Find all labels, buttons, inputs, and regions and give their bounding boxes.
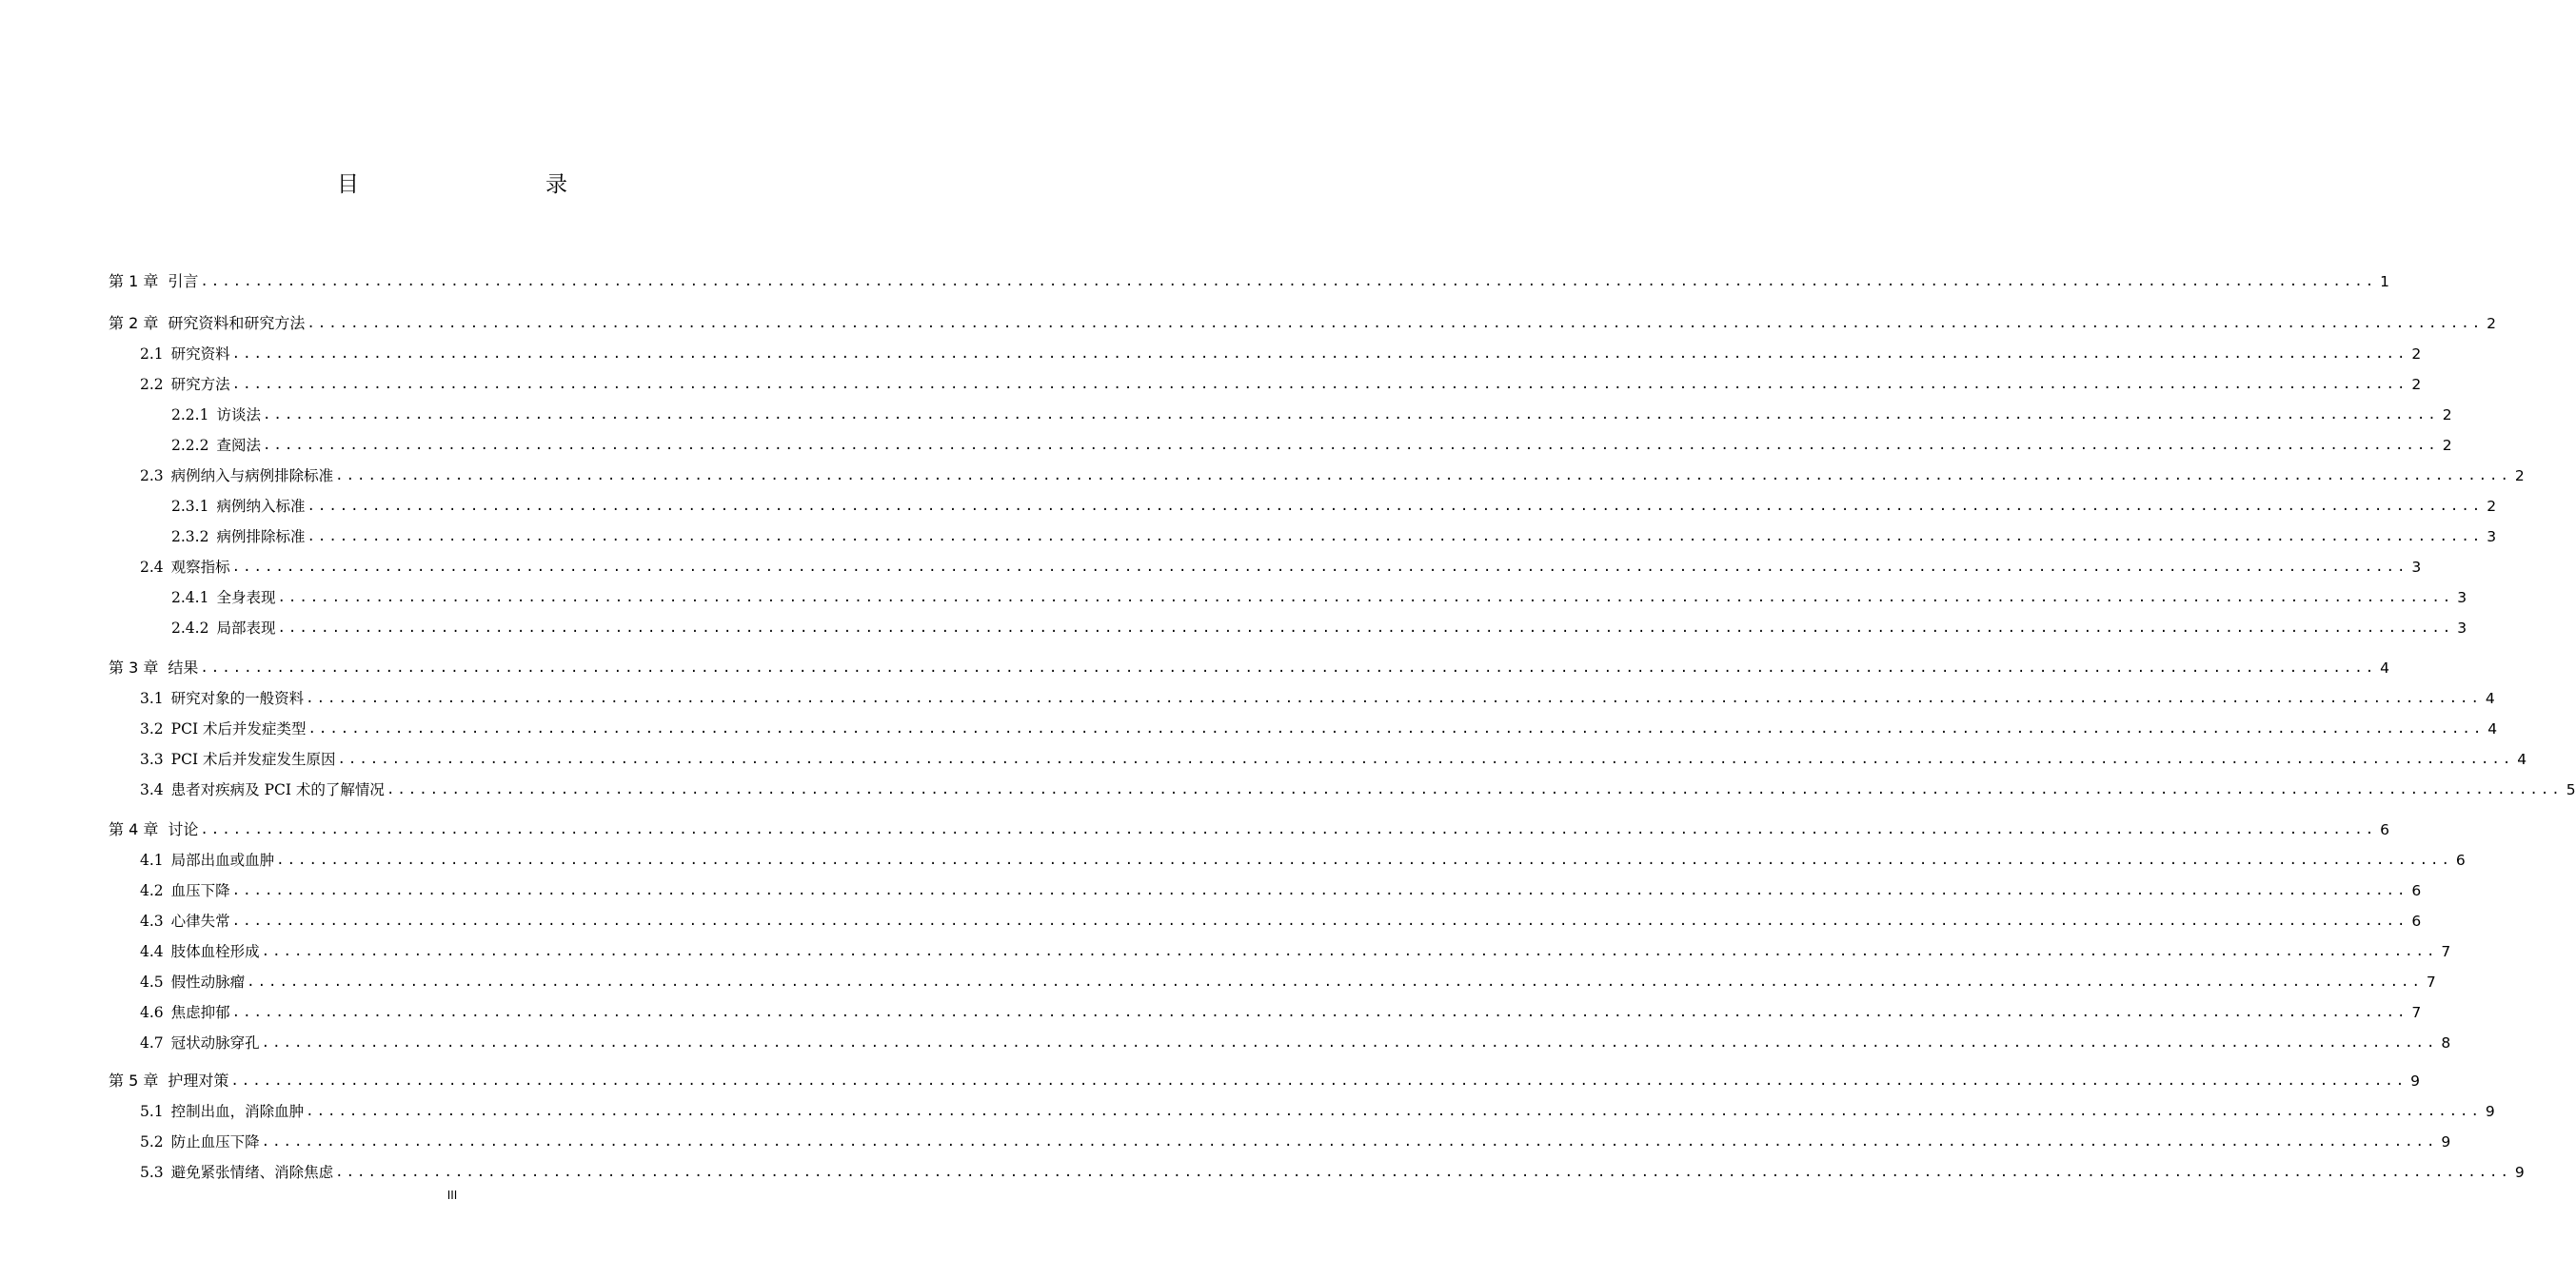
dot-leader: ........................................................................................................................................................................................................ [231, 560, 2408, 575]
dot-leader: ........................................................................................................................................................................................................ [262, 438, 2439, 453]
toc-entry-page-number: 9 [2514, 1164, 2525, 1181]
toc-entry-section[interactable] [140, 369, 2422, 394]
toc-entry-title: 假性动脉瘤 [170, 974, 246, 991]
toc-entry-title: 讨论 [168, 820, 199, 838]
toc-entry-subsection[interactable] [171, 491, 2497, 516]
toc-entry-number: 2.3.1 [171, 498, 209, 515]
toc-entry-number: 第 5 章 [109, 1072, 159, 1090]
toc-entry-section[interactable] [140, 744, 2527, 769]
dot-leader: ........................................................................................................................................................................................................ [276, 853, 2452, 868]
toc-entry-title: 避免紧张情绪、消除焦虑 [170, 1164, 334, 1181]
toc-entry-number: 4.6 [140, 1004, 164, 1021]
toc-entry-number: 5.1 [140, 1103, 164, 1120]
toc-entry-title: 病例纳入与病例排除标准 [170, 467, 334, 484]
toc-entry-section[interactable] [140, 1157, 2525, 1182]
dot-leader: ........................................................................................................................................................................................................ [277, 620, 2454, 636]
toc-entry-number: 第 1 章 [109, 272, 159, 290]
toc-entry-number: 2.4 [140, 559, 164, 576]
toc-entry-chapter[interactable] [109, 1066, 2420, 1091]
toc-entry-page-number: 4 [2487, 720, 2498, 738]
toc-entry-page-number: 2 [2442, 406, 2452, 423]
toc-entry-number: 4.5 [140, 974, 164, 991]
toc-entry-title: 肢体血栓形成 [170, 943, 260, 960]
toc-entry-title: 访谈法 [216, 406, 261, 423]
dot-leader: ........................................................................................................................................................................................................ [231, 1005, 2408, 1020]
toc-entry-subsection[interactable] [171, 400, 2452, 424]
toc-entry-title: 焦虑抑郁 [170, 1004, 230, 1021]
dot-leader: ........................................................................................................................................................................................................ [307, 529, 2484, 544]
toc-entry-title: 病例排除标准 [216, 528, 306, 545]
toc-entry-section[interactable] [140, 1096, 2495, 1121]
toc-entry-page-number: 4 [2517, 751, 2527, 768]
toc-entry-title: 查阅法 [216, 437, 261, 454]
toc-entry-number: 3.2 [140, 720, 164, 738]
toc-entry-chapter[interactable] [109, 308, 2496, 333]
toc-entry-section[interactable] [140, 683, 2495, 708]
toc-entry-title: 控制出血，消除血肿 [170, 1103, 305, 1120]
toc-entry-number: 3.3 [140, 751, 164, 768]
dot-leader: ........................................................................................................................................................................................................ [306, 691, 2482, 706]
toc-entry-chapter[interactable] [109, 653, 2389, 678]
toc-entry-number: 3.4 [140, 781, 164, 798]
toc-entry-subsection[interactable] [171, 613, 2467, 638]
dot-leader: ........................................................................................................................................................................................................ [261, 944, 2438, 959]
toc-entry-title: 病例纳入标准 [216, 498, 306, 515]
toc-entry-page-number: 2 [2411, 345, 2422, 363]
toc-entry-page-number: 3 [2457, 589, 2467, 606]
toc-entry-section[interactable] [140, 876, 2422, 900]
dot-leader: ........................................................................................................................................................................................................ [277, 590, 2454, 605]
toc-entry-number: 3.1 [140, 690, 164, 707]
page-number-footer: III [446, 1189, 458, 1202]
toc-entry-page-number: 6 [2411, 882, 2422, 899]
dot-leader: ........................................................................................................................................................................................................ [386, 782, 2563, 797]
toc-entry-title: 结果 [168, 659, 199, 677]
toc-entry-number: 2.3 [140, 467, 164, 484]
toc-entry-page-number: 4 [2485, 690, 2495, 707]
dot-leader: ........................................................................................................................................................................................................ [231, 883, 2408, 898]
toc-entry-page-number: 4 [2380, 659, 2389, 677]
toc-entry-title: 局部出血或血肿 [170, 852, 275, 869]
toc-entry-section[interactable] [140, 967, 2436, 992]
dot-leader: ........................................................................................................................................................................................................ [335, 1165, 2511, 1180]
toc-entry-section[interactable] [140, 775, 2576, 799]
toc-entry-page-number: 6 [2411, 913, 2422, 930]
dot-leader: ........................................................................................................................................................................................................ [262, 407, 2439, 423]
toc-entry-section[interactable] [140, 1028, 2451, 1053]
toc-entry-section[interactable] [140, 845, 2466, 870]
toc-entry-title: 研究方法 [170, 376, 230, 393]
page-title: 目 录 [337, 172, 615, 197]
toc-entry-page-number: 3 [2411, 559, 2422, 576]
dot-leader: ........................................................................................................................................................................................................ [247, 974, 2423, 990]
toc-entry-subsection[interactable] [171, 430, 2452, 455]
dot-leader: ........................................................................................................................................................................................................ [306, 1104, 2482, 1119]
toc-entry-number: 5.2 [140, 1133, 164, 1151]
toc-entry-page-number: 2 [2487, 315, 2496, 332]
toc-entry-number: 2.2.1 [171, 406, 209, 423]
dot-leader: ........................................................................................................................................................................................................ [200, 274, 2377, 289]
toc-entry-page-number: 2 [2514, 467, 2525, 484]
toc-entry-page-number: 1 [2380, 273, 2389, 290]
toc-entry-title: PCI 术后并发症类型 [170, 720, 307, 738]
toc-entry-page-number: 9 [2441, 1133, 2451, 1151]
toc-entry-number: 第 2 章 [109, 314, 159, 332]
toc-entry-title: 血压下降 [170, 882, 230, 899]
toc-entry-subsection[interactable] [171, 582, 2467, 607]
dot-leader: ........................................................................................................................................................................................................ [231, 914, 2408, 929]
toc-entry-page-number: 9 [2410, 1072, 2420, 1090]
toc-entry-title: 研究对象的一般资料 [170, 690, 305, 707]
toc-entry-subsection[interactable] [171, 521, 2497, 546]
toc-entry-section[interactable] [140, 936, 2451, 961]
toc-entry-number: 2.3.2 [171, 528, 209, 545]
toc-entry-number: 4.2 [140, 882, 164, 899]
dot-leader: ........................................................................................................................................................................................................ [230, 1073, 2408, 1089]
toc-entry-title: 局部表现 [216, 620, 276, 637]
toc-entry-number: 2.4.2 [171, 620, 209, 637]
toc-entry-page-number: 8 [2441, 1034, 2451, 1052]
toc-entry-number: 第 4 章 [109, 820, 159, 838]
toc-entry-number: 2.2.2 [171, 437, 209, 454]
toc-entry-section[interactable] [140, 339, 2422, 364]
toc-entry-page-number: 9 [2485, 1103, 2495, 1120]
dot-leader: ........................................................................................................................................................................................................ [231, 377, 2408, 392]
dot-leader: ........................................................................................................................................................................................................ [261, 1134, 2438, 1150]
toc-entry-page-number: 7 [2426, 974, 2436, 991]
toc-entry-section[interactable] [140, 461, 2525, 485]
toc-entry-title: 观察指标 [170, 559, 230, 576]
toc-entry-number: 4.1 [140, 852, 164, 869]
toc-entry-section[interactable] [140, 906, 2422, 931]
toc-entry-title: 研究资料 [170, 345, 230, 363]
toc-entry-page-number: 6 [2380, 821, 2389, 838]
toc-entry-number: 2.2 [140, 376, 164, 393]
toc-entry-title: 患者对疾病及 PCI 术的了解情况 [170, 781, 385, 798]
dot-leader: ........................................................................................................................................................................................................ [200, 660, 2377, 676]
toc-entry-title: PCI 术后并发症发生原因 [170, 751, 336, 768]
toc-entry-title: 全身表现 [216, 589, 276, 606]
dot-leader: ........................................................................................................................................................................................................ [335, 468, 2511, 483]
dot-leader: ........................................................................................................................................................................................................ [200, 822, 2377, 837]
toc-entry-page-number: 3 [2457, 620, 2467, 637]
toc-entry-number: 2.1 [140, 345, 164, 363]
dot-leader: ........................................................................................................................................................................................................ [231, 346, 2408, 362]
toc-entry-section[interactable] [140, 1127, 2451, 1151]
toc-entry-title: 研究资料和研究方法 [168, 314, 306, 332]
toc-entry-title: 防止血压下降 [170, 1133, 260, 1151]
toc-entry-section[interactable] [140, 714, 2498, 738]
toc-entry-page-number: 2 [2411, 376, 2422, 393]
toc-entry-page-number: 2 [2487, 498, 2497, 515]
dot-leader: ........................................................................................................................................................................................................ [307, 721, 2485, 737]
toc-entry-chapter[interactable] [109, 815, 2389, 839]
dot-leader: ........................................................................................................................................................................................................ [337, 752, 2514, 767]
toc-entry-title: 护理对策 [168, 1072, 229, 1090]
toc-entry-title: 引言 [168, 272, 199, 290]
toc-entry-number: 2.4.1 [171, 589, 209, 606]
toc-entry-number: 4.7 [140, 1034, 164, 1052]
toc-entry-page-number: 7 [2411, 1004, 2422, 1021]
toc-entry-page-number: 2 [2442, 437, 2452, 454]
dot-leader: ........................................................................................................................................................................................................ [307, 499, 2484, 514]
toc-entry-section[interactable] [140, 997, 2422, 1022]
toc-entry-number: 4.3 [140, 913, 164, 930]
toc-entry-number: 5.3 [140, 1164, 164, 1181]
toc-entry-title: 冠状动脉穿孔 [170, 1034, 260, 1052]
dot-leader: ........................................................................................................................................................................................................ [261, 1035, 2438, 1051]
toc-entry-page-number: 6 [2455, 852, 2466, 869]
toc-entry-number: 4.4 [140, 943, 164, 960]
toc-entry-number: 第 3 章 [109, 659, 159, 677]
dot-leader: ........................................................................................................................................................................................................ [307, 316, 2484, 331]
toc-entry-page-number: 5 [2566, 781, 2576, 798]
toc-entry-page-number: 3 [2487, 528, 2497, 545]
toc-entry-chapter[interactable] [109, 266, 2389, 291]
toc-entry-page-number: 7 [2441, 943, 2451, 960]
toc-entry-section[interactable] [140, 552, 2422, 577]
toc-entry-title: 心律失常 [170, 913, 230, 930]
